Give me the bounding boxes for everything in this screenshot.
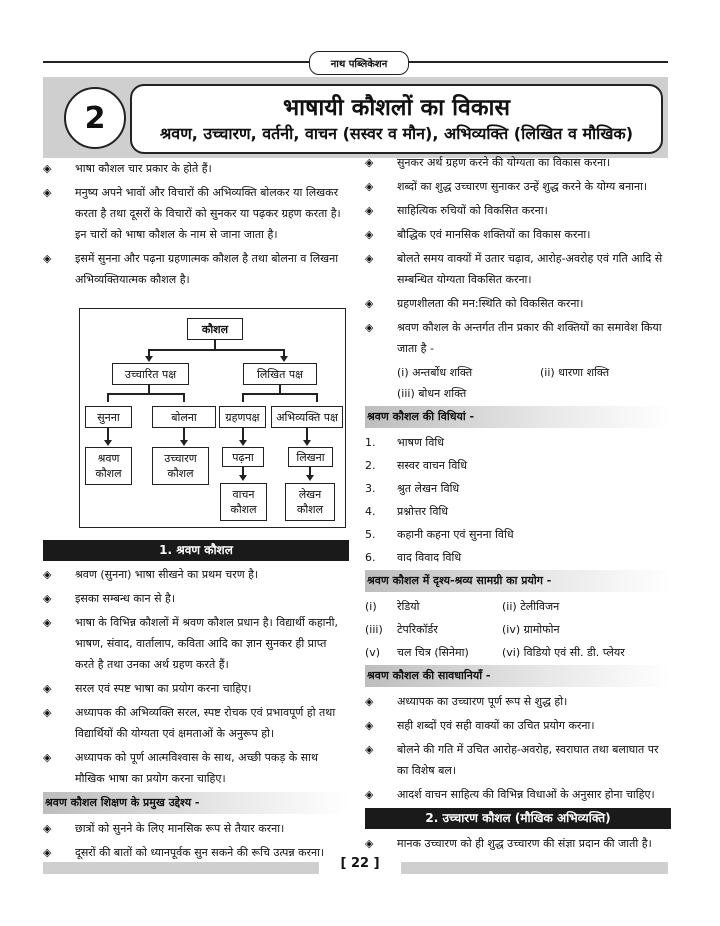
list-item: ◈ मनुष्य अपने भावों और विचारों की अभिव्यक्ति बोलकर या लिखकर करता है तथा दूसरों के विचारों को सुनकर या पढ़कर ग्रहण करता है। इन चारों को भाषा कौशल के नाम से जाना जाता है। — [43, 182, 349, 245]
diagram-node-listening-skill: श्रवण कौशल — [85, 447, 132, 485]
list-item: ◈ बोलते समय वाक्यों में उतार चढ़ाव, आरोह-अवरोह एवं गति आदि से सम्बन्धित योग्यता विकसित करना। — [365, 248, 671, 290]
list-item: ◈ बौद्धिक एवं मानसिक शक्तियों का विकास करना। — [365, 224, 671, 245]
powers-row — [365, 383, 671, 404]
diagram-node-listening: सुनना — [85, 406, 132, 428]
list-item: ◈ सही शब्दों एवं सही वाक्यों का उचित प्रयोग करना। — [365, 715, 671, 736]
bullet-icon: ◈ — [365, 297, 374, 310]
left-lower — [43, 540, 349, 866]
bullet-icon: ◈ — [365, 252, 374, 265]
subsection-heading: श्रवण कौशल में दृश्य-श्रव्य सामग्री का प्रयोग - — [365, 570, 671, 592]
publisher-label: नाथ पब्लिकेशन — [309, 51, 409, 75]
list-item: ◈ शब्दों का शुद्ध उच्चारण सुनाकर उन्हें शुद्ध करने के योग्य बनाना। — [365, 176, 671, 197]
bullet-icon: ◈ — [43, 162, 52, 175]
diagram-node-written: लिखित पक्ष — [243, 363, 317, 385]
bullet-icon: ◈ — [365, 695, 374, 708]
header-rule-right — [407, 61, 668, 63]
diagram-node-reading-skill: वाचन कौशल — [220, 483, 267, 521]
footer-bar-right — [401, 862, 668, 874]
list-item: ◈ भाषा कौशल चार प्रकार के होते हैं। — [43, 158, 349, 179]
chapter-title: भाषायी कौशलों का विकास — [282, 95, 511, 121]
diagram-node-spoken: उच्चारित पक्ष — [112, 363, 189, 385]
list-item: ◈ सुनकर अर्थ ग्रहण करने की योग्यता का विकास करना। — [365, 152, 671, 173]
bullet-icon: ◈ — [43, 568, 52, 581]
bullet-icon: ◈ — [43, 252, 52, 265]
diagram-node-writing-skill: लेखन कौशल — [285, 483, 335, 521]
bullet-icon: ◈ — [43, 822, 52, 835]
list-item: (v) चल चित्र (सिनेमा) (vi) विडियो एवं सी. डी. प्लेयर — [365, 646, 625, 659]
power-item: (iii) बोधन शक्ति — [397, 387, 467, 400]
list-item: 3. श्रुत लेखन विधि — [365, 482, 460, 495]
arrow-icon — [306, 475, 314, 481]
diagram-node-receptive: ग्रहणपक्ष — [219, 406, 266, 428]
list-item: (iii) टेपरिकॉर्डर (iv) ग्रामोफोन — [365, 623, 560, 636]
subsection-heading: श्रवण कौशल की विधियां - — [365, 406, 671, 428]
list-item: ◈ भाषा के विभिन्न कौशलों में श्रवण कौशल प्रधान है। विद्यार्थी कहानी, भाषण, संवाद, वार्तालाप, कविता आदि का ज्ञान सुनकर ही प्राप्त करते है तथा उनका अर्थ ग्रहण करते हैं। — [43, 612, 349, 675]
list-item: ◈ ग्रहणशीलता की मन:स्थिति को विकसित करना। — [365, 293, 671, 314]
arrow-icon — [303, 440, 311, 446]
list-item: ◈ इसका सम्बन्ध कान से है। — [43, 588, 349, 609]
diagram-node-speaking: बोलना — [152, 406, 216, 428]
list-item: 1. भाषण विधि — [365, 436, 444, 449]
list-item: 2. सस्वर वाचन विधि — [365, 459, 467, 472]
bullet-icon: ◈ — [43, 186, 52, 199]
subsection-heading: श्रवण कौशल की सावधानियाँ - — [365, 665, 671, 687]
diagram-node-writing: लिखना — [288, 447, 333, 467]
list-item: ◈ श्रवण (सुनना) भाषा सीखने का प्रथम चरण है। — [43, 564, 349, 585]
arrow-icon — [239, 440, 247, 446]
powers-row — [365, 362, 671, 383]
arrow-icon — [145, 356, 153, 362]
bullet-icon: ◈ — [365, 837, 374, 850]
bullet-icon: ◈ — [43, 846, 52, 859]
bullet-icon: ◈ — [43, 682, 52, 695]
page-number: [ 22 ] — [340, 856, 380, 871]
section-heading: 1. श्रवण कौशल — [43, 540, 349, 561]
diagram-node-expressive: अभिव्यक्ति पक्ष — [271, 406, 343, 428]
bullet-icon: ◈ — [365, 788, 374, 801]
arrow-icon — [180, 440, 188, 446]
skills-tree-diagram — [79, 308, 346, 528]
arrow-icon — [280, 356, 288, 362]
power-item: (ii) धारणा शक्ति — [540, 366, 610, 379]
list-item: ◈ इसमें सुनना और पढ़ना ग्रहणात्मक कौशल है तथा बोलना व लिखना अभिव्यक्तियात्मक कौशल है। — [43, 248, 349, 290]
bullet-icon: ◈ — [365, 321, 374, 334]
list-item: 6. वाद विवाद विधि — [365, 551, 462, 564]
list-item: ◈ मानक उच्चारण को ही शुद्ध उच्चारण की संज्ञा प्रदान की जाती है। — [365, 833, 671, 854]
bullet-icon: ◈ — [365, 719, 374, 732]
bullet-icon: ◈ — [365, 156, 374, 169]
chapter-title-box — [130, 84, 663, 154]
list-item: ◈ अध्यापक की अभिव्यक्ति सरल, स्पष्ट रोचक एवं प्रभावपूर्ण हो तथा विद्यार्थियों की योग्यता एवं क्षमताओं के अनुरूप हो। — [43, 702, 349, 744]
list-item: (i) रेडियो (ii) टेलीविजन — [365, 600, 560, 613]
diagram-node-reading: पढ़ना — [222, 447, 264, 467]
bullet-icon: ◈ — [365, 180, 374, 193]
list-item: ◈ सरल एवं स्पष्ट भाषा का प्रयोग करना चाहिए। — [43, 678, 349, 699]
diagram-root: कौशल — [187, 318, 243, 340]
chapter-number: 2 — [64, 87, 126, 149]
list-item: ◈ बोलने की गति में उचित आरोह-अवरोह, स्वराघात तथा बलाघात पर का विशेष बल। — [365, 739, 671, 781]
list-item: ◈ अध्यापक का उच्चारण पूर्ण रूप से शुद्ध हो। — [365, 691, 671, 712]
bullet-icon: ◈ — [43, 751, 52, 764]
bullet-icon: ◈ — [43, 616, 52, 629]
footer-bar-left — [43, 862, 319, 874]
list-item: ◈ छात्रों को सुनने के लिए मानसिक रूप से तैयार करना। — [43, 818, 349, 839]
bullet-icon: ◈ — [365, 228, 374, 241]
section-heading: 2. उच्चारण कौशल (मौखिक अभिव्यक्ति) — [365, 808, 671, 829]
left-intro — [43, 158, 349, 293]
arrow-icon — [239, 475, 247, 481]
bullet-icon: ◈ — [365, 743, 374, 756]
header-rule-left — [43, 61, 309, 63]
bullet-icon: ◈ — [43, 592, 52, 605]
list-item: ◈ दूसरों की बातों को ध्यानपूर्वक सुन सकने की रूचि उत्पन्न करना। — [43, 842, 349, 863]
right-column — [365, 152, 671, 857]
power-item: (i) अन्तर्बोध शक्ति — [397, 366, 473, 379]
list-item: ◈ अध्यापक को पूर्ण आत्मविश्वास के साथ, अच्छी पकड़ के साथ मौखिक भाषा का प्रयोग करना चाहिए। — [43, 747, 349, 789]
subsection-heading: श्रवण कौशल शिक्षण के प्रमुख उद्देश्य - — [43, 792, 349, 814]
list-item: ◈ साहित्यिक रुचियों को विकसित करना। — [365, 200, 671, 221]
bullet-icon: ◈ — [43, 706, 52, 719]
bullet-icon: ◈ — [365, 204, 374, 217]
arrow-icon — [104, 440, 112, 446]
list-item: ◈ श्रवण कौशल के अन्तर्गत तीन प्रकार की शक्तियों का समावेश किया जाता है - — [365, 317, 671, 359]
list-item: 4. प्रश्नोत्तर विधि — [365, 505, 449, 518]
list-item: ◈ आदर्श वाचन साहित्य की विभिन्न विधाओं के अनुसार होना चाहिए। — [365, 784, 671, 805]
list-item: 5. कहानी कहना एवं सुनना विधि — [365, 528, 514, 541]
chapter-subtitle: श्रवण, उच्चारण, वर्तनी, वाचन (सस्वर व मौन), अभिव्यक्ति (लिखित व मौखिक) — [159, 124, 634, 143]
diagram-node-pronunciation-skill: उच्चारण कौशल — [152, 447, 209, 485]
